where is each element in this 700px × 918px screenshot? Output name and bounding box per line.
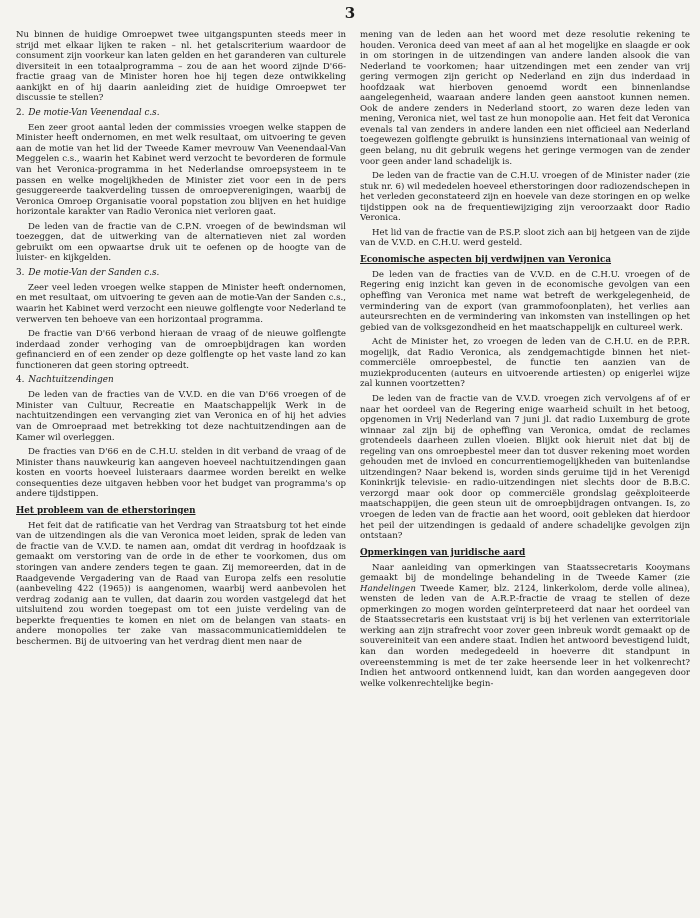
section-number: 2. bbox=[16, 107, 25, 118]
section-title: De motie-Van der Sanden c.s. bbox=[28, 267, 160, 278]
paragraph: De fracties van D'66 en de C.H.U. stelden in dit verband de vraag of de Minister thans nauwkeurig kan aangeven hoeveel nachtuitzendingen gaan kosten en voorts hoeveel luisteraars daarmee worden bereikt en welke consequenties deze uitgaven hebben voor het budget van programma's op andere tijdstippen. bbox=[16, 447, 346, 500]
section-title: De motie-Van Veenendaal c.s. bbox=[28, 107, 160, 118]
paragraph bbox=[360, 563, 690, 690]
text-columns bbox=[16, 30, 690, 918]
paragraph: Acht de Minister het, zo vroegen de leden van de C.H.U. en de P.P.R. mogelijk, dat Radio Veronica, als zendgemachtigde binnen het niet-commerciële omroepbestel, de functie ten aanzien van de muziekproducenten (auteurs en uitvoerende artiesten) op enigerlei wijze zal kunnen voortzetten? bbox=[360, 337, 690, 390]
paragraph: De leden van de fractie van de V.V.D. vroegen zich vervolgens af of er naar het oordeel van de Regering enige waarheid schuilt in het betoog, opgenomen in Vrij Nederland van 7 juni jl. dat radio Luxemburg de grote winnaar zal zijn bij de opheffing van Veronica, omdat de reclames grotendeels daarheen zullen vloeien. Blijkt ook hieruit niet dat bij de regeling van ons omroepbestel meer dan tot dusver rekening moet worden gehouden met de invloed en concurrentiemogelijkheden van buitenlandse uitzendingen? Naar bekend is, worden sinds geruime tijd in het Verenigd Koninkrijk televisie- en radio-uitzendingen niet slechts door de B.B.C. verzorgd maar ook door op commerciële grondslag geëxploiteerde maatschappijen, die geen steun uit de omroepbijdragen ontvangen. Is, zo vroegen de leden van de fractie aan het woord, ooit gebleken dat hierdoor het peil der uitzendingen is gedaald of andere schadelijke gevolgen zijn ontstaan? bbox=[360, 393, 690, 542]
publication-title: Handelingen bbox=[360, 583, 416, 594]
section-heading-veenendaal bbox=[16, 108, 346, 119]
intro-paragraph: Nu binnen de huidige Omroepwet twee uitgangspunten steeds meer in strijd met elkaar lijken te raken – nl. het getalscriterium waardoor de consument zijn voorkeur kan laten gelden en het garanderen van culturele diversiteit in een totaalprogramma – zou de aan het woord zijnde D'66-fractie graag van de Minister horen hoe hij tegen deze ontwikkeling aankijkt en of hij daarin aanleiding ziet de huidige Omroepwet ter discussie te stellen? bbox=[16, 30, 346, 104]
section-heading-nachtuitzendingen bbox=[16, 375, 346, 386]
section-heading-economische-aspecten: Economische aspecten bij verdwijnen van Veronica bbox=[360, 254, 612, 265]
page-number: 3 bbox=[344, 4, 356, 22]
paragraph: Een zeer groot aantal leden der commissies vroegen welke stappen de Minister heeft ondernomen, en met welk resultaat, om uitvoering te geven aan de motie van het lid der Tweede Kamer mevrouw Van Veenendaal-Van Meggelen c.s., waarin het Kabinet werd verzocht te bevorderen de formule van het Veronica-programma in het Nederlandse omroepsysteem in te passen en welke mogelijkheden de Minister ziet voor een in de pers gesuggereerde taakverdeling tussen de omroepverenigingen, waarbij de Veronica Omroep Organisatie vooral popstation zou blijven en het huidige horizontale karakter van Radio Veronica niet verloren gaat. bbox=[16, 122, 346, 218]
section-heading-etherstoringen: Het probleem van de etherstoringen bbox=[16, 505, 196, 516]
paragraph: De leden van de fractie van de C.P.N. vroegen of de bewindsman wil toezeggen, dat de uitwerking van de alternatieven niet zal worden gebruikt om een opwaartse druk uit te oefenen op de hoogte van de luister- en kijkgelden. bbox=[16, 221, 346, 264]
paragraph: De leden van de fractie van de C.H.U. vroegen of de Minister nader (zie stuk nr. 6) wil mededelen hoeveel etherstoringen door radiozendschepen in het verleden geconstateerd zijn en hoevele van deze storingen en op welke tijdstippen ook na de frequentiewijziging zijn veroorzaakt door Radio Veronica. bbox=[360, 171, 690, 224]
section-heading-van-der-sanden bbox=[16, 268, 346, 279]
text-run: Naar aanleiding van opmerkingen van Staatssecretaris Kooymans gemaakt bij de mondelinge behandeling in de Tweede Kamer (zie bbox=[360, 562, 690, 584]
paragraph: Het lid van de fractie van de P.S.P. sloot zich aan bij hetgeen van de zijde van de V.V.D. en C.H.U. werd gesteld. bbox=[360, 227, 690, 249]
paragraph: Zeer veel leden vroegen welke stappen de Minister heeft ondernomen, en met resultaat, om uitvoering te geven aan de motie-Van der Sanden c.s., waarin het Kabinet werd verzocht een nieuwe golflengte voor Nederland te verwerven ten behoeve van een horizontaal programma. bbox=[16, 282, 346, 325]
paragraph: De fractie van D'66 verbond hieraan de vraag of de nieuwe golflengte inderdaad zonder verhoging van de omroepbijdragen kan worden gefinancierd en of een zender op deze golflengte op het vaste land zo kan functioneren dat geen storing optreedt. bbox=[16, 329, 346, 371]
right-column bbox=[360, 30, 690, 918]
paragraph: mening van de leden aan het woord met deze resolutie rekening te houden. Veronica deed van meet af aan al het mogelijke en slaagde er ook in om storingen in de uitzendingen van andere landen alsook die van Nederland te voorkomen; haar uitzendingen met een zender van vrij gering vermogen zijn gericht op Nederland en zijn dus inderdaad in hoofdzaak wat hierboven genoemd wordt een binnenlandse aangelegenheid, waaraan andere landen geen aanstoot kunnen nemen. Ook de andere zenders in Nederland stoort, zo waren deze leden van mening, Veronica niet, wel tast ze hun monopolie aan. Het feit dat Veronica evenals tal van zenders in andere landen een niet officieel aan Nederland toegewezen golflengte gebruikt is hunsinziens internationaal van weinig of geen belang, nu dit gebruik wegens het geringe vermogen van de zender voor geen ander land schadelijk is. bbox=[360, 30, 690, 167]
section-number: 3. bbox=[16, 267, 25, 278]
text-run: Tweede Kamer, blz. 2124, linkerkolom, derde volle alinea), wensten de leden van de A.R.P.-fractie de vraag te stellen of deze opmerkingen zo mogen worden geïnterpreteerd dat naar het oordeel van de Staatssecretaris een kuststaat vrij is bij het verlenen van exterritoriale werking aan zijn strafrecht voor zover geen inbreuk wordt gemaakt op de souvereiniteit van een andere staat. Indien het antwoord bevestigend luidt, kan dan worden medegedeeld in hoeverre dit standpunt in overeenstemming is met de ter zake heersende leer in het volkenrecht? Indien het antwoord ontkennend luidt, kan dan worden aangegeven door welke volkenrechtelijke begin- bbox=[360, 583, 690, 689]
paragraph: Het feit dat de ratificatie van het Verdrag van Straatsburg tot het einde van de uitzendingen als die van Veronica moet leiden, sprak de leden van de fractie van de V.V.D. te namen aan, omdat dit verdrag in hoofdzaak is gemaakt om verstoring van de orde in de ether te voorkomen, dus om storingen van andere zenders tegen te gaan. Zij memoreerden, dat in de Raadgevende Vergadering van de Raad van Europa zelfs een resolutie (aanbeveling 422 (1965)) is aangenomen, waarbij werd aanbevolen het verdrag zodanig aan te vullen, dat daarin zou worden vastgelegd dat het uitsluitend zou worden toegepast om tot een juiste verdeling van de beperkte frequenties te komen en niet om de belangen van staats- en andere monopolies ter zake van massacommunicatiemiddelen te beschermen. Bij de uitvoering van het verdrag dient men naar de bbox=[16, 520, 346, 647]
left-column bbox=[16, 30, 346, 918]
section-number: 4. bbox=[16, 375, 25, 386]
paragraph: De leden van de fracties van de V.V.D. en die van D'66 vroegen of de Minister van Cultuur, Recreatie en Maatschappelijk Werk in de nachtuitzendingen een vervanging ziet van Veronica en of hij het advies van de Omroepraad met betrekking tot deze nachtuitzendingen aan de Kamer wil overleggen. bbox=[16, 390, 346, 443]
paragraph: De leden van de fracties van de V.V.D. en de C.H.U. vroegen of de Regering enig inzicht kan geven in de economische gevolgen van een opheffing van Veronica met name wat betreft de werkgelegenheid, de vermindering van de export (van grammofoonplaten), het verlies aan auteursrechten en de vermindering van inkomsten van instellingen op het gebied van de volksgezondheid en het maatschappelijk en cultureel werk. bbox=[360, 269, 690, 333]
section-title: Nachtuitzendingen bbox=[28, 375, 114, 386]
section-heading-juridische-aard: Opmerkingen van juridische aard bbox=[360, 547, 526, 558]
